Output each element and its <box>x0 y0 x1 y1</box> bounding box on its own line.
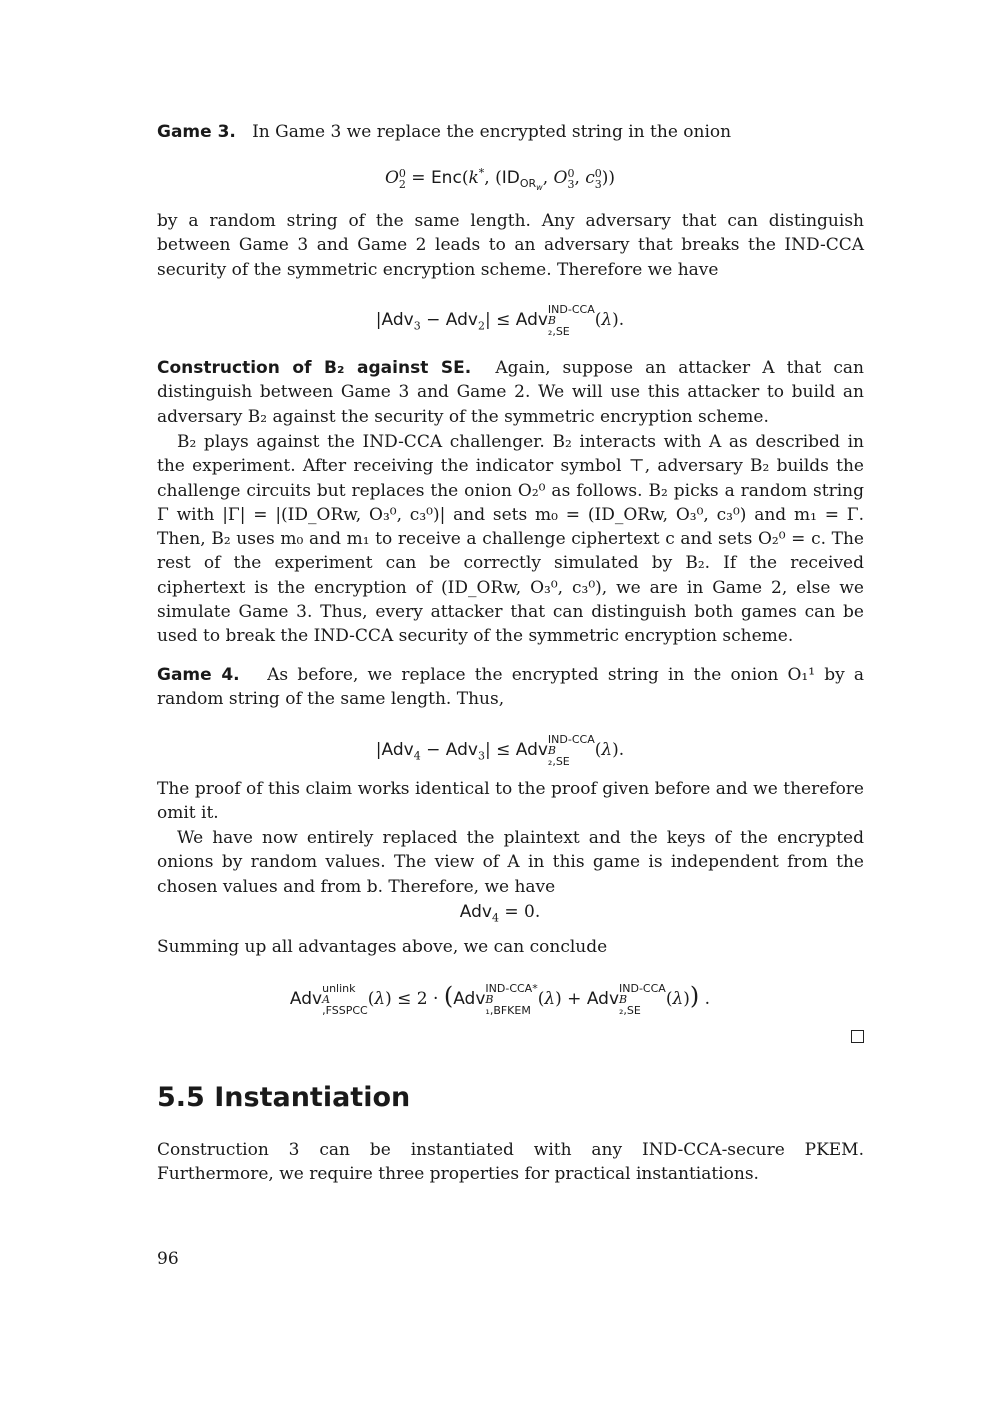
summary-line: Summing up all advantages above, we can conclude <box>157 937 608 957</box>
game4-paragraph-2: We have now entirely replaced the plaintext and the keys of the encrypted onions by random values. The view of A in this game is independent from the chosen values and from b. Therefore, we have <box>157 828 864 897</box>
game3-heading: Game 3. <box>157 122 236 142</box>
construction-heading: Construction of B₂ against SE. <box>157 358 472 378</box>
qed-square-icon <box>851 1030 864 1043</box>
final-equation: Adv unlink A ,FSSPCC (λ) ≤ 2 · (Adv IND-CCA* B ₁,BFKEM (λ) + Adv IND-CCA B ₂,SE (λ)) . <box>289 982 711 1017</box>
game3-equation-onion: O 0 2 = Enc(k*, ($ID_{OR_w}$, O 0 3 , c 0 3 )) <box>384 166 616 193</box>
construction-p1-text: Again, suppose an attacker A that can distinguish between Game 3 and Game 2. We will use this attacker to build an adversary B₂ against the security of the symmetric encryption scheme. <box>157 358 865 427</box>
page-number: 96 <box>157 1249 179 1269</box>
game3-intro-line <box>157 120 864 144</box>
construction-paragraph-2: B₂ plays against the IND-CCA challenger. B₂ interacts with A as described in the experiment. After receiving the indicator symbol ⊤, adversary B₂ builds the challenge circuits but replaces the onion O₂⁰ as follows. B₂ picks a random string Γ with |Γ| = |(ID_ORw, O₃⁰, c₃⁰)| and sets m₀ = (ID_ORw, O₃⁰, c₃⁰) and m₁ = Γ. Then, B₂ uses m₀ and m₁ to receive a challenge ciphertext c and sets O₂⁰ = c. The rest of the experiment can be correctly simulated by B₂. If the received ciphertext is the encryption of (ID_ORw, O₃⁰, c₃⁰), we are in Game 2, else we simulate Game 3. Thus, every attacker that can distinguish both games can be used to break the IND-CCA security of the symmetric encryption scheme. <box>157 432 864 647</box>
section-title: 5.5 Instantiation <box>157 1082 411 1113</box>
game4-heading: Game 4. <box>157 665 240 685</box>
section-paragraph: Construction 3 can be instantiated with any IND-CCA-secure PKEM. Furthermore, we require three properties for practical instantiations. <box>157 1140 864 1185</box>
game3-intro: In Game 3 we replace the encrypted string in the onion <box>252 122 732 142</box>
game4-paragraph-1: The proof of this claim works identical to the proof given before and we therefore omit it. <box>157 779 864 824</box>
game4-intro: As before, we replace the encrypted string in the onion O₁¹ by a random string of the same length. Thus, <box>157 665 865 710</box>
game3-equation-bound: |Adv$_3$ − Adv$_2$| ≤ Adv IND-CCA B ₂,SE (λ). <box>375 303 625 338</box>
game4-equation-bound: |Adv$_4$ − Adv$_3$| ≤ Adv IND-CCA B ₂,SE (λ). <box>375 733 625 768</box>
game3-paragraph: by a random string of the same length. Any adversary that can distinguish between Game 3 and Game 2 leads to an adversary that breaks the IND-CCA security of the symmetric encryption scheme. Therefore we have <box>157 211 864 280</box>
game4-intro-paragraph <box>157 663 864 712</box>
construction-paragraph-1 <box>157 356 864 429</box>
game4-equation-zero: Adv$_4$ = 0. <box>459 902 541 925</box>
